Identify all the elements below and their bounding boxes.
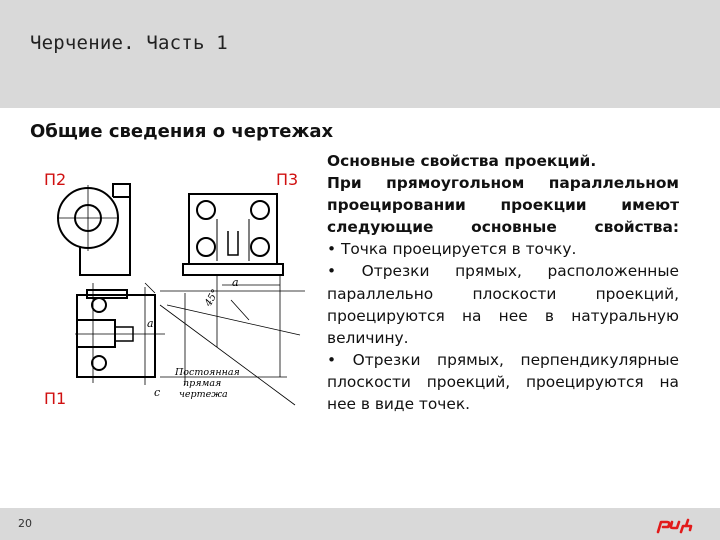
plane-label-p2: П2: [44, 170, 67, 189]
angle-45: 45°: [203, 287, 222, 309]
section-title: Общие сведения о чертежах: [30, 121, 334, 142]
top-view: [75, 283, 165, 383]
slide-header-title: Черчение. Часть 1: [30, 32, 228, 54]
properties-line-1: При прямоугольном параллельном: [327, 174, 679, 193]
plane-label-p3: П3: [276, 170, 299, 189]
rzd-logo-icon: [655, 516, 695, 534]
properties-text: [327, 150, 679, 415]
construction-lines: [145, 275, 305, 405]
properties-line-3: следующие основные свойства:: [327, 218, 679, 237]
properties-heading: Основные свойства проекций.: [327, 152, 597, 170]
header-bar: [0, 0, 720, 108]
plane-label-p1: П1: [44, 389, 67, 408]
orthographic-drawing: [55, 175, 320, 410]
property-bullet-2: • Отрезки прямых, расположенные параллельно плоскости проекций, проецируются на нее в натуральную величину.: [327, 262, 679, 347]
dimension-a-side: a: [147, 317, 154, 330]
front-view: [57, 184, 130, 275]
footer-bar: [0, 508, 720, 540]
dimension-a-top: a: [232, 276, 239, 289]
property-bullet-1: • Точка проецируется в точку.: [327, 240, 577, 259]
side-view: [183, 194, 283, 275]
note-line-2: прямая: [183, 378, 222, 389]
dimension-c: c: [154, 386, 161, 399]
properties-line-2: проецировании проекции имеют: [327, 196, 679, 215]
note-line-1: Постоянная: [175, 367, 240, 378]
page-number: 20: [18, 517, 32, 530]
note-line-3: чертежа: [179, 389, 228, 400]
property-bullet-3: • Отрезки прямых, перпендикулярные плоскости проекций, проецируются на нее в виде точек.: [327, 350, 679, 414]
